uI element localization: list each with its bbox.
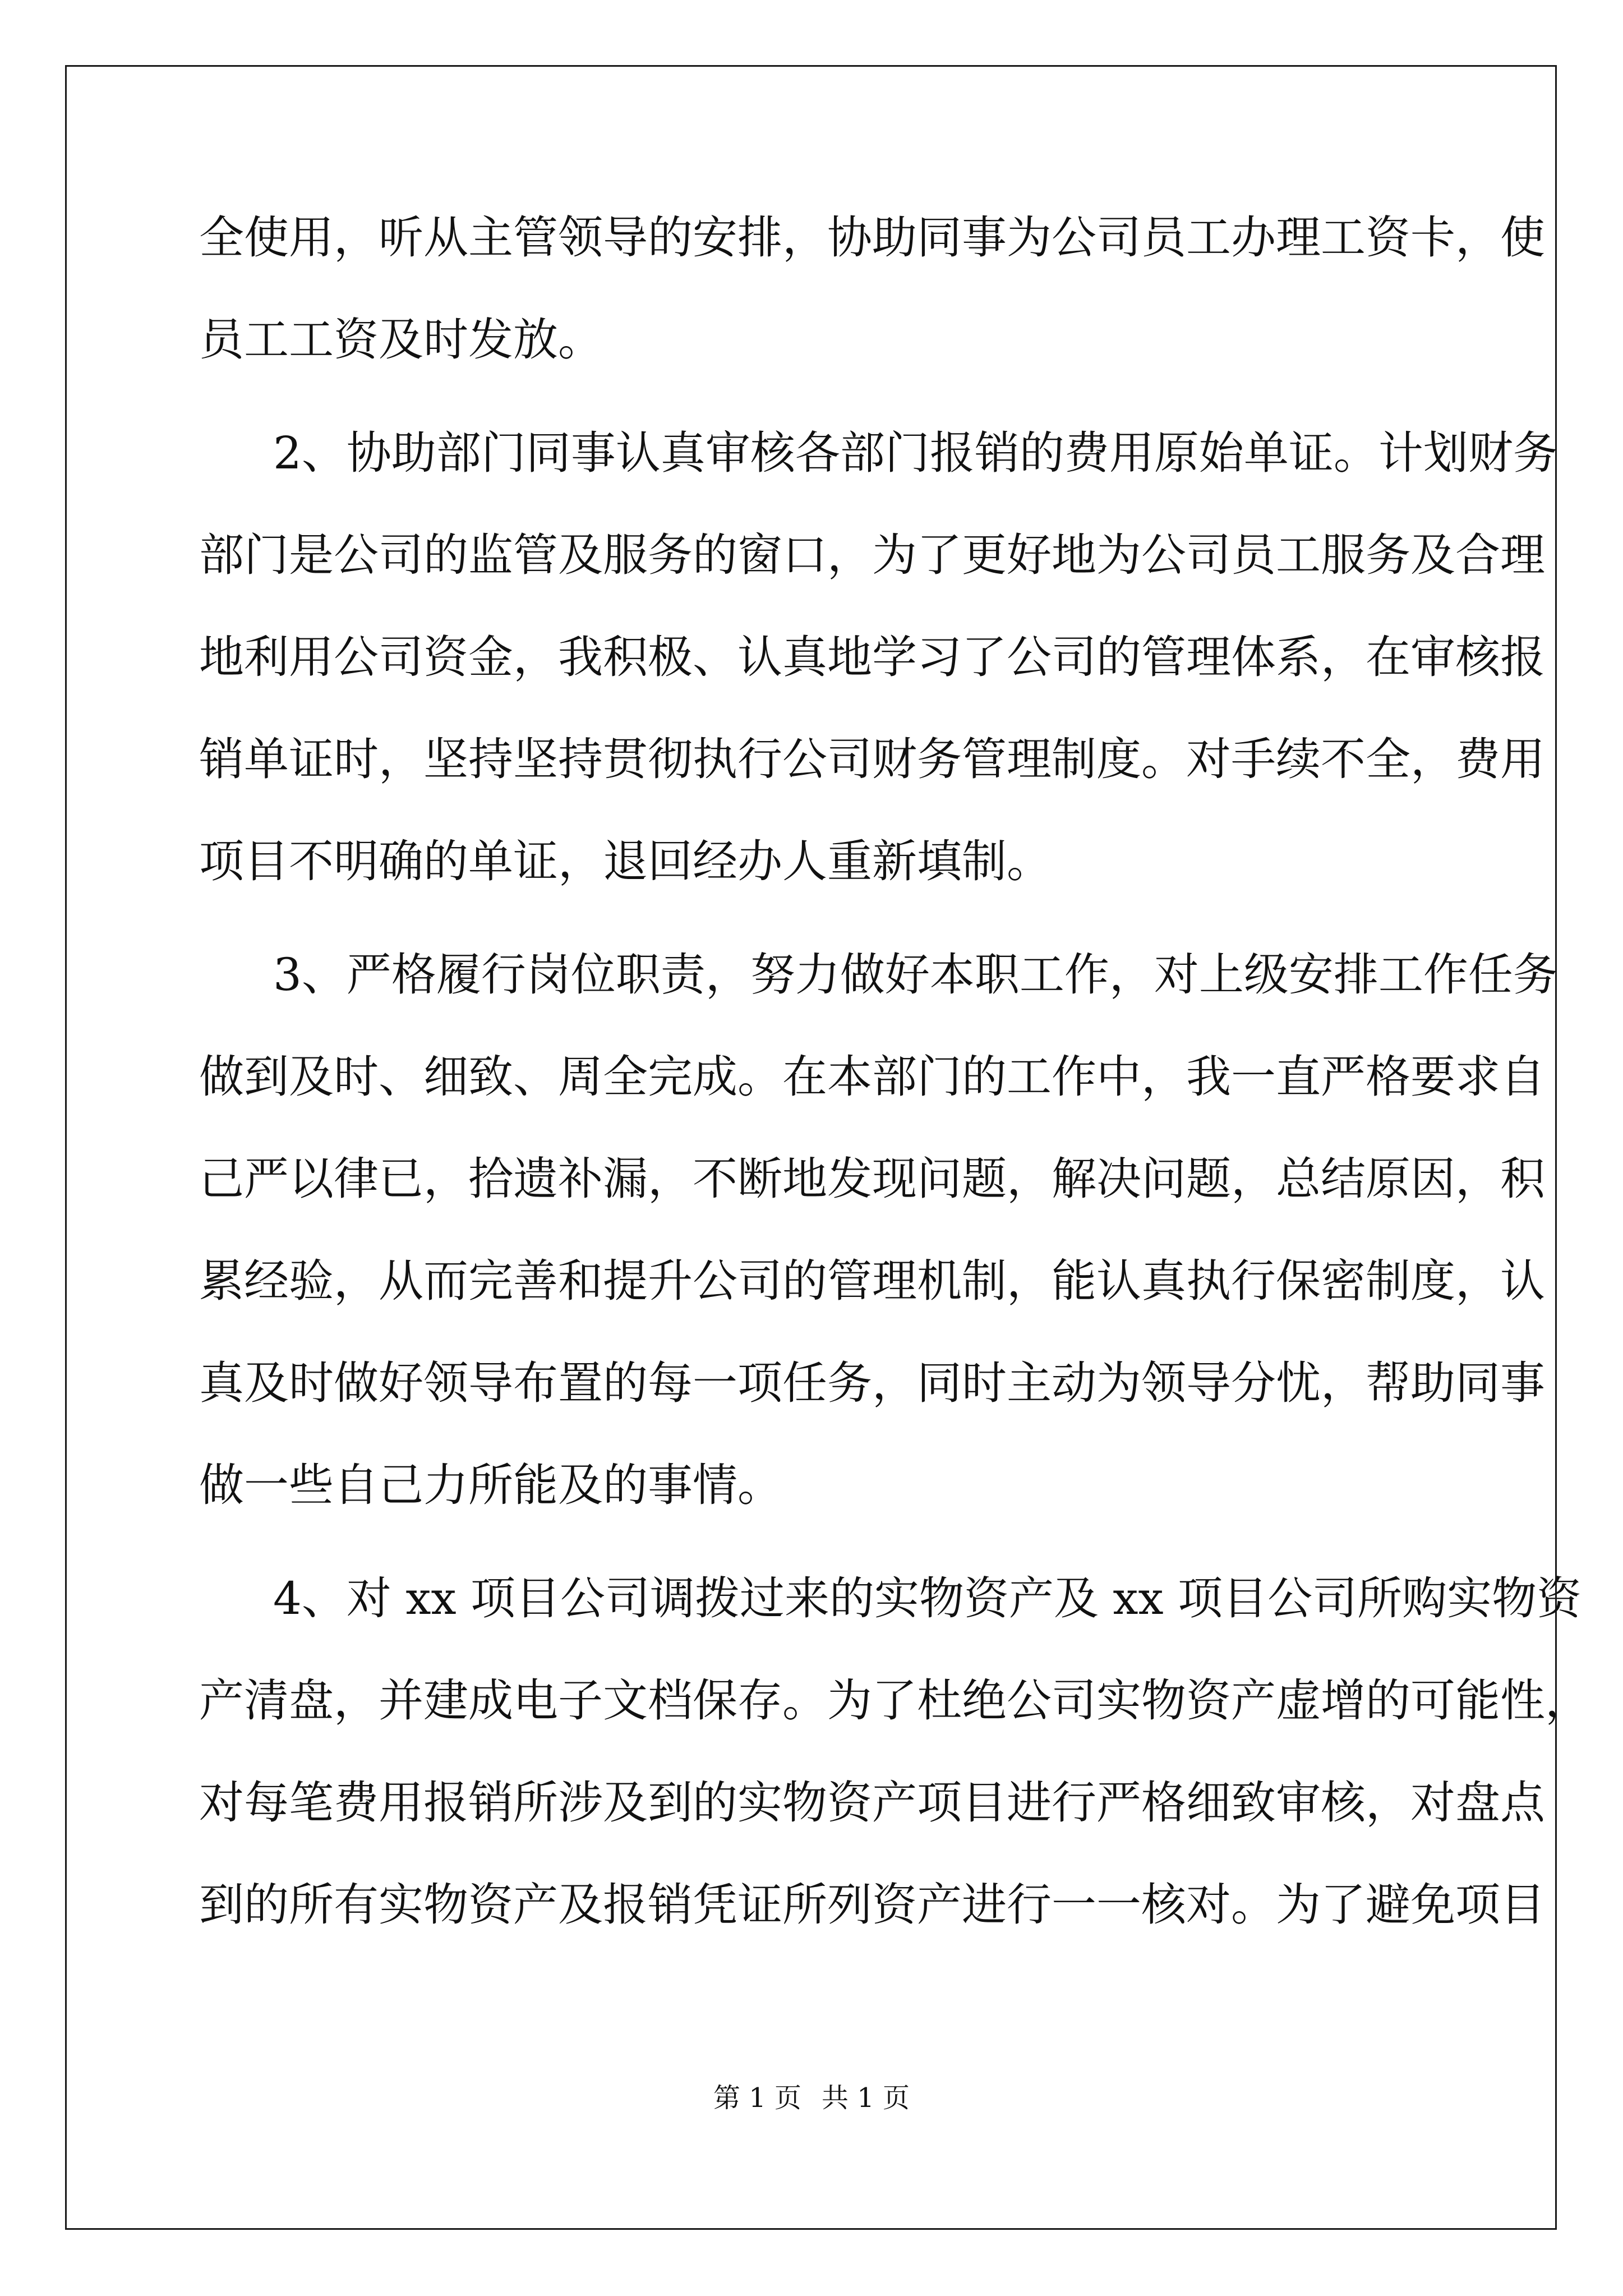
text-line: 真及时做好领导布置的每一项任务，同时主动为领导分忧，帮助同事: [199, 1357, 1545, 1409]
paragraph-3-first-line: 3、严格履行岗位职责，努力做好本职工作，对上级安排工作任务: [273, 949, 1558, 1001]
text-line: 己严以律已，拾遗补漏，不断地发现问题，解决问题，总结原因，积: [199, 1153, 1545, 1205]
text-line: 员工工资及时发放。: [199, 314, 603, 366]
text-line: 地利用公司资金，我积极、认真地学习了公司的管理体系，在审核报: [199, 631, 1545, 683]
paragraph-2-first-line: 2、协助部门同事认真审核各部门报销的费用原始单证。计划财务: [273, 427, 1558, 479]
page-number: 第 1 页: [713, 2082, 801, 2114]
text-line: 到的所有实物资产及报销凭证所列资产进行一一核对。为了避免项目: [199, 1879, 1545, 1931]
text-line: 项目不明确的单证，退回经办人重新填制。: [199, 835, 1052, 887]
text-line: 销单证时，坚持坚持贯彻执行公司财务管理制度。对手续不全，费用: [199, 733, 1545, 785]
text-line: 累经验，从而完善和提升公司的管理机制，能认真执行保密制度，认: [199, 1255, 1545, 1307]
page-total: 共 1 页: [822, 2082, 910, 2114]
text-line: 部门是公司的监管及服务的窗口，为了更好地为公司员工服务及合理: [199, 529, 1545, 581]
text-line: 产清盘，并建成电子文档保存。为了杜绝公司实物资产虚增的可能性，: [199, 1674, 1590, 1727]
paragraph-4-first-line: 4、对 xx 项目公司调拨过来的实物资产及 xx 项目公司所购实物资: [273, 1572, 1582, 1625]
text-line: 做一些自己力所能及的事情。: [199, 1459, 782, 1511]
page-footer: [0, 2081, 1623, 2115]
text-line: 对每笔费用报销所涉及到的实物资产项目进行严格细致审核，对盘点: [199, 1777, 1545, 1829]
text-line: 全使用，听从主管领导的安排，协助同事为公司员工办理工资卡，使: [199, 211, 1545, 264]
text-line: 做到及时、细致、周全完成。在本部门的工作中，我一直严格要求自: [199, 1051, 1545, 1103]
